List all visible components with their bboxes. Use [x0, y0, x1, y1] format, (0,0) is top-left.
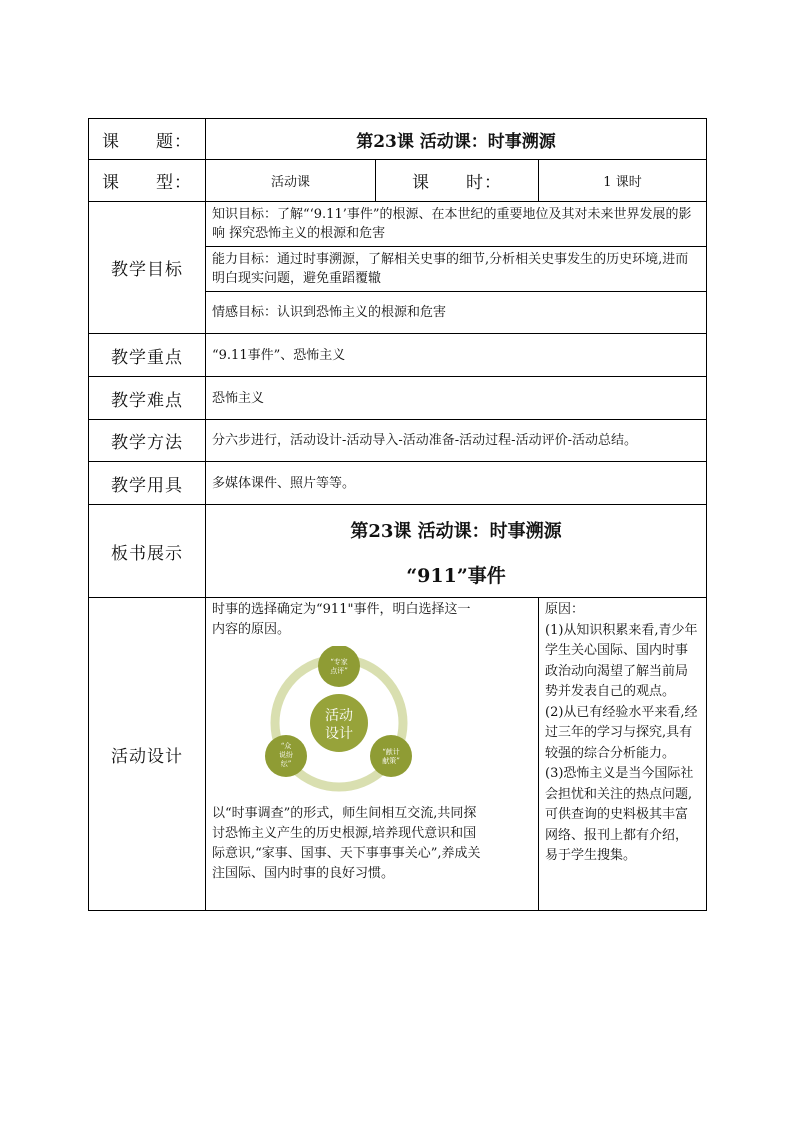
- method-value: 分六步进行，活动设计-活动导入-活动准备-活动过程-活动评价-活动总结。: [206, 420, 707, 462]
- activity-label: 活动设计: [89, 598, 206, 911]
- type-row: [89, 160, 707, 202]
- cycle-node-right: [370, 735, 412, 777]
- topic-label: 课 题：: [89, 119, 206, 160]
- goal-ability: 能力目标：通过时事溯源，了解相关史事的细节,分析相关史事发生的历史环境,进而明白现实问题，避免重蹈覆辙: [206, 247, 707, 292]
- method-row: [89, 420, 707, 462]
- focus-label: 教学重点: [89, 334, 206, 377]
- reason-item-1: (1)从知识积累来看,青少年学生关心国际、国内时事政治动向渴望了解当前局势并发表自己的观点。: [545, 622, 698, 699]
- board-row: [89, 505, 707, 598]
- topic-value: 第23课 活动课：时事溯源: [206, 119, 707, 160]
- tools-label: 教学用具: [89, 462, 206, 505]
- cycle-node-top-text-2: 点评”: [330, 667, 348, 675]
- board-content: [206, 505, 707, 598]
- cycle-node-left-text-2: 说纷: [279, 751, 293, 759]
- board-line-2: “911”事件: [406, 564, 506, 587]
- goals-label: 教学目标: [89, 202, 206, 334]
- cycle-node-left-text-1: “众: [280, 742, 292, 750]
- cycle-node-right-text-1: “献计: [382, 748, 400, 756]
- tools-value: 多媒体课件、照片等等。: [206, 462, 707, 505]
- tools-row: [89, 462, 707, 505]
- difficulty-row: [89, 377, 707, 420]
- reasons-title: 原因：: [545, 602, 585, 617]
- goal-knowledge: 知识目标：了解“‘9.11’事件”的根源、在本世纪的重要地位及其对未来世界发展的影响 探究恐怖主义的根源和危害: [206, 202, 707, 247]
- focus-row: [89, 334, 707, 377]
- hours-value: 1 课时: [539, 160, 707, 202]
- activity-intro: 时事的选择确定为“911"事件，明白选择这一内容的原因。: [212, 602, 471, 637]
- activity-cycle-diagram: [264, 646, 414, 796]
- activity-outro: 以“时事调查”的形式，师生间相互交流,共同探讨恐怖主义产生的历史根源,培养现代意识和国际意识,“家事、国事、天下事事事关心”,养成关注国际、国内时事的良好习惯。: [212, 806, 481, 881]
- goal-emotion: 情感目标：认识到恐怖主义的根源和危害: [206, 292, 707, 334]
- cycle-center-text-1: 活动: [325, 708, 353, 724]
- cycle-node-left-text-3: 纭”: [280, 760, 292, 768]
- topic-row: [89, 119, 707, 160]
- type-label: 课 型：: [89, 160, 206, 202]
- activity-reasons-cell: [539, 598, 707, 911]
- difficulty-value: 恐怖主义: [206, 377, 707, 420]
- method-label: 教学方法: [89, 420, 206, 462]
- board-line-1: 第23课 活动课：时事溯源: [350, 520, 562, 542]
- type-value: 活动课: [206, 160, 376, 202]
- goals-row-knowledge: [89, 202, 707, 247]
- focus-value: “9.11事件”、恐怖主义: [206, 334, 707, 377]
- board-label: 板书展示: [89, 505, 206, 598]
- hours-label: 课 时：: [376, 160, 539, 202]
- cycle-center-text-2: 设计: [325, 726, 353, 742]
- difficulty-label: 教学难点: [89, 377, 206, 420]
- cycle-node-right-text-2: 献策”: [382, 757, 400, 765]
- activity-row: [89, 598, 707, 911]
- reason-item-3: (3)恐怖主义是当今国际社会担忧和关注的热点问题,可供查询的史料极其丰富网络、报刊上都有介绍，易于学生搜集。: [545, 766, 694, 863]
- activity-design-cell: [206, 598, 539, 911]
- lesson-plan-table: [88, 118, 707, 911]
- cycle-node-top-text-1: “专家: [330, 658, 348, 666]
- reason-item-2: (2)从已有经验水平来看,经过三年的学习与探究,具有较强的综合分析能力。: [545, 704, 698, 761]
